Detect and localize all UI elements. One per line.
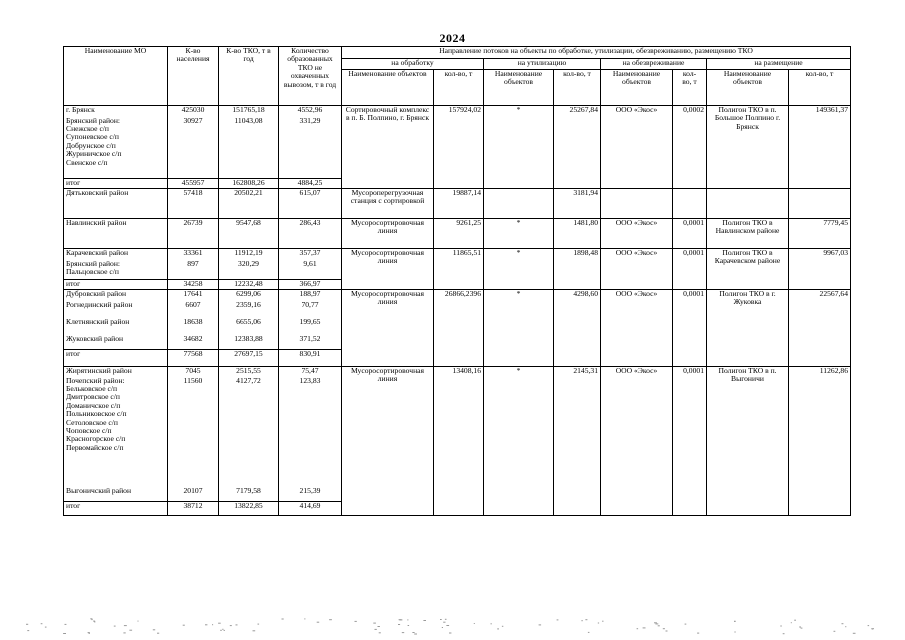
scan-speck <box>791 622 792 623</box>
header-utilization-qty: кол-во, т <box>554 70 601 106</box>
not-covered-cell: 331,29 <box>279 117 342 179</box>
header-direction: Направление потоков на объекты по обработке, утилизации, обезвреживанию, размещению ТКО <box>342 47 851 59</box>
processing-object-cell: Мусоросортировочная линия <box>342 367 434 516</box>
not-covered-cell: 70,77 <box>279 301 342 318</box>
scan-speck <box>868 625 870 626</box>
scan-speck <box>643 627 646 628</box>
tko-year-cell: 7179,58 <box>219 487 279 502</box>
scan-speck <box>258 624 260 625</box>
table-row <box>64 189 851 219</box>
mo-name-cell: Брянский район: Снежское с/п Супоневское с/п Добрунское с/п Журиничское с/п Свенское с/п <box>64 117 168 179</box>
scan-speck <box>853 633 856 634</box>
not-covered-cell: 123,83 <box>279 377 342 487</box>
scan-speck <box>63 633 66 634</box>
utilization-object-cell: * <box>484 106 554 189</box>
not-covered-cell: 830,91 <box>279 350 342 367</box>
scan-speck <box>65 624 67 625</box>
scan-speck <box>129 630 132 631</box>
mo-name-cell: итог <box>64 350 168 367</box>
header-mo: Наименование МО <box>64 47 168 106</box>
scan-speck <box>783 633 785 634</box>
scan-speck <box>89 633 91 634</box>
scan-speck <box>685 624 687 625</box>
utilization-qty-cell: 1898,48 <box>554 249 601 290</box>
neutralization-qty-cell: 0,0001 <box>673 290 707 367</box>
population-cell: 7045 <box>168 367 219 377</box>
scan-speck <box>440 619 442 620</box>
tko-flow-table <box>63 46 851 516</box>
header-neutralization: на обезвреживание <box>601 59 707 70</box>
scan-speck <box>373 623 376 624</box>
processing-qty-cell: 19887,14 <box>434 189 484 219</box>
scan-speck <box>91 619 92 620</box>
population-cell: 6607 <box>168 301 219 318</box>
processing-object-cell: Мусоросортировочная линия <box>342 249 434 290</box>
scan-speck <box>183 625 185 626</box>
scan-speck <box>445 619 447 620</box>
scan-speck <box>474 623 475 624</box>
scan-speck <box>539 624 542 625</box>
utilization-qty-cell: 1481,80 <box>554 219 601 249</box>
not-covered-cell: 75,47 <box>279 367 342 377</box>
population-cell: 11560 <box>168 377 219 487</box>
scan-speck <box>497 628 499 629</box>
scan-speck <box>236 624 238 625</box>
header-processing-qty: кол-во, т <box>434 70 484 106</box>
not-covered-cell: 199,65 <box>279 318 342 335</box>
neutralization-qty-cell: 0,0002 <box>673 106 707 189</box>
scan-speck <box>442 627 443 628</box>
scan-speck <box>666 631 668 632</box>
processing-qty-cell: 157924,02 <box>434 106 484 189</box>
population-cell: 17641 <box>168 290 219 301</box>
scan-speck <box>329 619 332 620</box>
population-cell: 57418 <box>168 189 219 219</box>
scan-speck <box>114 626 116 627</box>
table-row <box>64 106 851 117</box>
scan-speck <box>124 625 127 626</box>
scan-speck <box>581 620 582 621</box>
processing-qty-cell: 9261,25 <box>434 219 484 249</box>
scan-speck <box>375 629 377 630</box>
utilization-object-cell: * <box>484 290 554 367</box>
not-covered-cell: 357,37 <box>279 249 342 260</box>
scan-speck <box>230 625 232 626</box>
scan-speck <box>26 624 28 625</box>
scan-speck <box>412 632 414 633</box>
tko-year-cell: 2515,55 <box>219 367 279 377</box>
scan-speck <box>402 632 404 633</box>
scan-speck <box>379 632 381 633</box>
not-covered-cell: 371,52 <box>279 335 342 350</box>
tko-year-cell: 12383,88 <box>219 335 279 350</box>
scan-speck <box>399 619 402 620</box>
tko-year-cell: 6299,06 <box>219 290 279 301</box>
header-disposal-qty: кол-во, т <box>789 70 851 106</box>
header-disposal: на размещение <box>707 59 851 70</box>
scan-speck <box>123 632 125 633</box>
not-covered-cell: 286,43 <box>279 219 342 249</box>
disposal-object-cell: Полигон ТКО в г. Жуковка <box>707 290 789 367</box>
processing-object-cell: Мусоросортировочная линия <box>342 219 434 249</box>
scan-speck <box>212 624 213 625</box>
header-utilization: на утилизацию <box>484 59 601 70</box>
scan-speck <box>27 630 29 631</box>
disposal-object-cell: Полигон ТКО в п. Большое Полпино г. Брянск <box>707 106 789 189</box>
processing-object-cell: Сортировочный комплекс в п. Б. Полпино, г. Брянск <box>342 106 434 189</box>
header-processing: на обработку <box>342 59 484 70</box>
scan-speck <box>801 628 803 629</box>
neutralization-object-cell: ООО «Экос» <box>601 249 673 290</box>
not-covered-cell: 4884,25 <box>279 179 342 189</box>
mo-name-cell: итог <box>64 280 168 290</box>
mo-name-cell: г. Брянск <box>64 106 168 117</box>
not-covered-cell: 615,07 <box>279 189 342 219</box>
population-cell: 34682 <box>168 335 219 350</box>
population-cell: 897 <box>168 260 219 280</box>
disposal-object-cell: Полигон ТКО в Навлинском районе <box>707 219 789 249</box>
scan-speck <box>443 622 445 623</box>
disposal-object-cell <box>707 189 789 219</box>
scan-speck <box>41 623 43 624</box>
not-covered-cell: 366,97 <box>279 280 342 290</box>
population-cell: 455957 <box>168 179 219 189</box>
scan-speck <box>557 619 559 620</box>
tko-year-cell: 2359,16 <box>219 301 279 318</box>
scan-speck <box>414 634 417 635</box>
scan-speck <box>655 623 658 624</box>
header-tko-year: К-во ТКО, т в год <box>219 47 279 106</box>
neutralization-qty-cell: 0,0001 <box>673 219 707 249</box>
population-cell: 77568 <box>168 350 219 367</box>
header-not-covered: Количество образованных ТКО не охваченных вывозом, т в год <box>279 47 342 106</box>
scan-speck <box>637 628 639 629</box>
not-covered-cell: 414,69 <box>279 502 342 516</box>
scan-speck <box>94 621 95 622</box>
population-cell: 20107 <box>168 487 219 502</box>
mo-name-cell: Выгоничский район <box>64 487 168 502</box>
scan-speck <box>408 625 410 626</box>
tko-year-cell: 27697,15 <box>219 350 279 367</box>
scan-speck <box>224 630 225 631</box>
mo-name-cell: Клетнянский район <box>64 318 168 335</box>
neutralization-object-cell: ООО «Экос» <box>601 106 673 189</box>
utilization-object-cell: * <box>484 249 554 290</box>
mo-name-cell: Дятьковский район <box>64 189 168 219</box>
scan-speck <box>872 629 873 630</box>
neutralization-qty-cell: 0,0001 <box>673 367 707 516</box>
disposal-qty-cell: 9967,03 <box>789 249 851 290</box>
page-title: 2024 <box>439 31 466 45</box>
table-row <box>64 367 851 377</box>
processing-qty-cell: 26866,2396 <box>434 290 484 367</box>
header-neutralization-name: Наименование объектов <box>601 70 673 106</box>
utilization-qty-cell: 3181,94 <box>554 189 601 219</box>
utilization-object-cell: * <box>484 219 554 249</box>
tko-year-cell: 9547,68 <box>219 219 279 249</box>
table-row <box>64 290 851 301</box>
scan-speck <box>449 633 451 634</box>
scan-speck <box>423 620 426 621</box>
table-row <box>64 249 851 260</box>
neutralization-qty-cell: 0,0001 <box>673 249 707 290</box>
mo-name-cell: Жуковский район <box>64 335 168 350</box>
header-disposal-name: Наименование объектов <box>707 70 789 106</box>
scan-speck <box>794 620 796 621</box>
population-cell: 34258 <box>168 280 219 290</box>
processing-qty-cell: 11865,51 <box>434 249 484 290</box>
header-neutralization-qty: кол- во, т <box>673 70 707 106</box>
scan-speck <box>845 626 846 627</box>
scan-speck <box>658 625 660 626</box>
processing-object-cell: Мусоросортировочная линия <box>342 290 434 367</box>
scan-speck <box>598 623 599 624</box>
population-cell: 26739 <box>168 219 219 249</box>
scan-speck <box>222 629 223 630</box>
tko-year-cell: 20502,21 <box>219 189 279 219</box>
not-covered-cell: 9,61 <box>279 260 342 280</box>
disposal-qty-cell: 7779,45 <box>789 219 851 249</box>
scan-speck <box>697 633 699 634</box>
mo-name-cell: Карачевский район <box>64 249 168 260</box>
tko-year-cell: 11043,08 <box>219 117 279 179</box>
disposal-qty-cell: 11262,86 <box>789 367 851 516</box>
not-covered-cell: 215,39 <box>279 487 342 502</box>
neutralization-object-cell <box>601 189 673 219</box>
mo-name-cell: Брянский район: Пальцовское с/п <box>64 260 168 280</box>
population-cell: 38712 <box>168 502 219 516</box>
scan-speck <box>317 622 320 623</box>
scan-speck <box>502 626 503 627</box>
processing-object-cell: Мусороперегрузочная станция с сортировкой <box>342 189 434 219</box>
neutralization-object-cell: ООО «Экос» <box>601 367 673 516</box>
scan-speck <box>842 623 844 624</box>
scan-speck <box>799 627 801 628</box>
scan-speck <box>253 630 256 631</box>
scan-speck <box>220 630 222 631</box>
scan-speck <box>663 628 665 629</box>
disposal-qty-cell <box>789 189 851 219</box>
scan-speck <box>355 621 357 622</box>
scan-speck <box>218 623 221 624</box>
scan-speck <box>734 621 736 622</box>
population-cell: 30927 <box>168 117 219 179</box>
disposal-qty-cell: 149361,37 <box>789 106 851 189</box>
scan-noise <box>20 606 885 636</box>
scan-speck <box>585 619 587 620</box>
mo-name-cell: Почепский район: Бельковское с/п Дмитровское с/п Доманичское с/п Польниковское с/п Сетоловское с/п Чоповское с/п Красногорское с/п Первомайское с/п <box>64 377 168 487</box>
utilization-qty-cell: 25267,84 <box>554 106 601 189</box>
header-population: К-во населения <box>168 47 219 106</box>
not-covered-cell: 188,97 <box>279 290 342 301</box>
utilization-object-cell <box>484 189 554 219</box>
mo-name-cell: итог <box>64 179 168 189</box>
tko-year-cell: 151765,18 <box>219 106 279 117</box>
scan-speck <box>588 632 590 633</box>
tko-year-cell: 13822,85 <box>219 502 279 516</box>
population-cell: 33361 <box>168 249 219 260</box>
scan-speck <box>834 631 836 632</box>
mo-name-cell: Жирятинский район <box>64 367 168 377</box>
scan-speck <box>138 621 139 622</box>
scan-speck <box>205 624 207 625</box>
utilization-object-cell: * <box>484 367 554 516</box>
not-covered-cell: 4552,96 <box>279 106 342 117</box>
mo-name-cell: Навлинский район <box>64 219 168 249</box>
tko-year-cell: 4127,72 <box>219 377 279 487</box>
disposal-object-cell: Полигон ТКО в п. Выгоничи <box>707 367 789 516</box>
scan-speck <box>398 624 400 625</box>
utilization-qty-cell: 4298,60 <box>554 290 601 367</box>
tko-year-cell: 320,29 <box>219 260 279 280</box>
utilization-qty-cell: 2145,31 <box>554 367 601 516</box>
scan-speck <box>407 619 408 620</box>
mo-name-cell: итог <box>64 502 168 516</box>
header-processing-name: Наименование объектов <box>342 70 434 106</box>
scan-speck <box>780 626 782 627</box>
neutralization-object-cell: ООО «Экос» <box>601 219 673 249</box>
scan-speck <box>446 625 449 626</box>
scan-speck <box>282 619 284 620</box>
scan-speck <box>157 633 159 634</box>
scan-speck <box>602 621 603 622</box>
scan-speck <box>153 629 155 630</box>
header-utilization-name: Наименование объектов <box>484 70 554 106</box>
scan-speck <box>491 623 492 624</box>
tko-year-cell: 11912,19 <box>219 249 279 260</box>
population-cell: 425030 <box>168 106 219 117</box>
processing-qty-cell: 13408,16 <box>434 367 484 516</box>
scan-speck <box>654 622 657 623</box>
scan-speck <box>45 627 47 628</box>
scan-speck <box>378 626 380 627</box>
table-row <box>64 219 851 249</box>
mo-name-cell: Рогнединский район <box>64 301 168 318</box>
neutralization-qty-cell <box>673 189 707 219</box>
neutralization-object-cell: ООО «Экос» <box>601 290 673 367</box>
mo-name-cell: Дубровский район <box>64 290 168 301</box>
scan-speck <box>734 632 735 633</box>
disposal-object-cell: Полигон ТКО в Карачевском районе <box>707 249 789 290</box>
tko-year-cell: 6655,06 <box>219 318 279 335</box>
tko-year-cell: 12232,48 <box>219 280 279 290</box>
tko-year-cell: 162808,26 <box>219 179 279 189</box>
scan-speck <box>304 618 305 619</box>
population-cell: 18638 <box>168 318 219 335</box>
disposal-qty-cell: 22567,64 <box>789 290 851 367</box>
